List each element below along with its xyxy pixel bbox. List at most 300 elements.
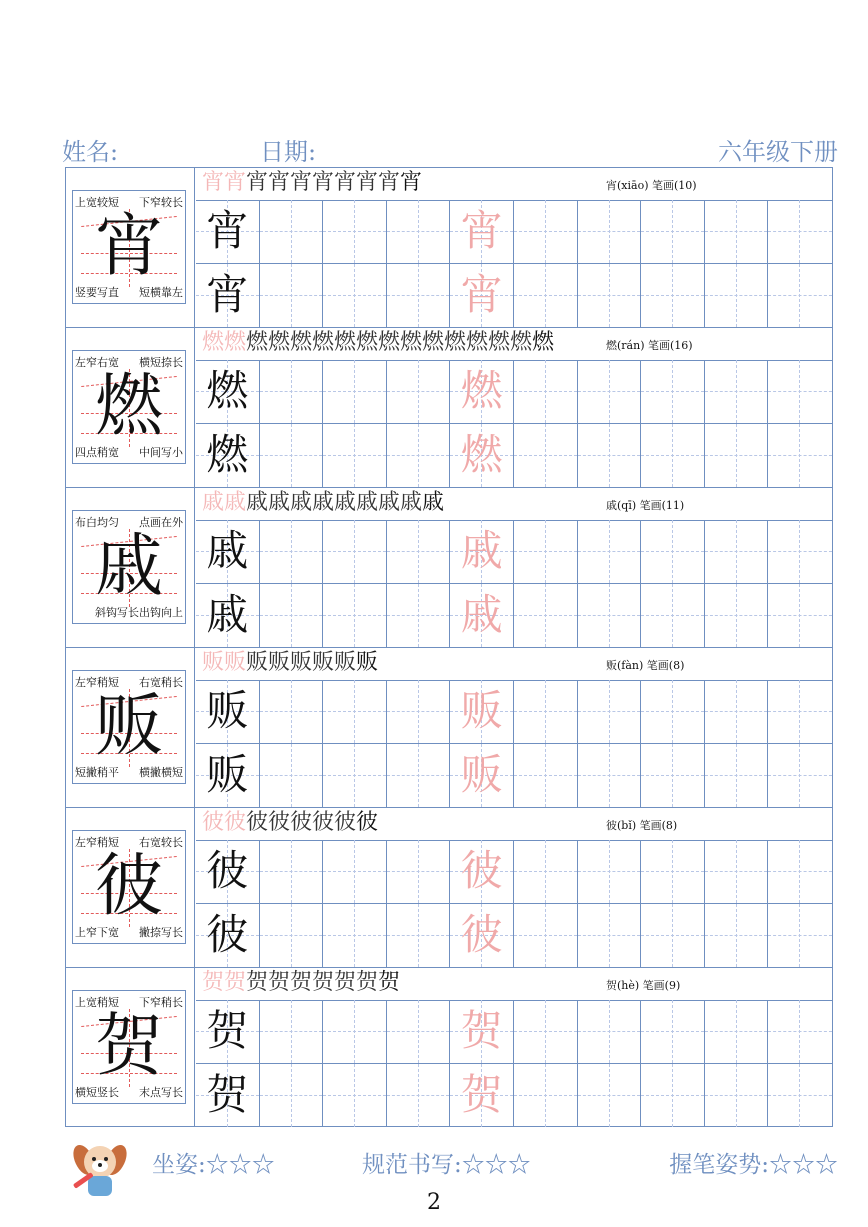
writing-cell[interactable] [387,520,451,583]
writing-cell[interactable] [768,264,832,327]
cell-guide [578,711,641,712]
writing-cell[interactable] [705,360,769,423]
example-character: 戚 [206,590,249,639]
writing-tip: 斜钩写长出钩向上 [95,606,183,619]
writing-cell[interactable] [450,1000,514,1063]
practice-section [66,488,832,648]
writing-tip: 竖要写直 [75,286,119,299]
reference-cell [66,168,195,327]
trace-character: 彼 [460,846,503,895]
cell-guide [641,871,704,872]
writing-cell[interactable] [578,744,642,807]
practice-rows [196,200,832,327]
stroke-step: 宵 [224,170,248,195]
writing-cell[interactable] [260,744,324,807]
writing-tip: 末点写长 [139,1086,183,1099]
cell-guide [323,1031,386,1032]
writing-cell[interactable] [578,840,642,903]
writing-cell[interactable] [323,840,387,903]
example-character: 贺 [206,1006,249,1055]
trace-character: 宵 [460,270,503,319]
writing-cell[interactable] [260,200,324,263]
stroke-step: 燃 [290,330,314,355]
writing-tip: 点画在外 [139,516,183,529]
writing-cell[interactable] [260,520,324,583]
cell-guide [260,231,323,232]
cell-guide [387,455,450,456]
cell-guide [514,615,577,616]
writing-cell[interactable] [705,200,769,263]
writing-cell[interactable] [196,744,260,807]
stroke-steps [202,809,378,837]
writing-cell[interactable] [514,904,578,967]
cell-guide [768,711,832,712]
cell-guide [641,1031,704,1032]
practice-section [66,168,832,328]
cell-guide [514,231,577,232]
cell-guide [387,295,450,296]
writing-tip: 下窄较长 [139,196,183,209]
character-card [72,670,186,784]
trace-character: 宵 [460,206,503,255]
cell-guide [705,455,768,456]
stroke-step: 戚 [246,490,270,515]
reference-cell [66,968,195,1127]
stroke-order-row [196,168,832,201]
stroke-step: 贺 [202,970,226,995]
stroke-steps [202,329,554,357]
writing-cell[interactable] [641,584,705,647]
cell-guide [768,295,832,296]
writing-tip: 右宽较长 [139,836,183,849]
cell-guide [260,775,323,776]
stroke-step: 贺 [378,970,402,995]
cell-guide [705,551,768,552]
practice-grid [65,167,833,1127]
writing-cell[interactable] [260,424,324,487]
writing-cell[interactable] [387,1064,451,1127]
writing-cell[interactable] [578,520,642,583]
writing-cell[interactable] [387,424,451,487]
trace-character: 贺 [460,1006,503,1055]
writing-cell[interactable] [578,584,642,647]
writing-cell[interactable] [514,744,578,807]
cell-guide [705,935,768,936]
stroke-step: 贺 [334,970,358,995]
writing-cell[interactable] [768,680,832,743]
writing-tip: 撇捺写长 [139,926,183,939]
example-character: 宵 [206,206,249,255]
writing-cell[interactable] [260,1000,324,1063]
writing-cell[interactable] [514,200,578,263]
stroke-step: 贩 [268,650,292,675]
writing-cell[interactable] [514,1064,578,1127]
cell-guide [323,391,386,392]
stroke-step: 燃 [312,330,336,355]
cell-guide [323,935,386,936]
stroke-steps [202,489,444,517]
writing-cell[interactable] [641,840,705,903]
stroke-step: 燃 [378,330,402,355]
stroke-step: 燃 [400,330,424,355]
worksheet-header [62,132,838,168]
stroke-step: 彼 [224,810,248,835]
writing-cell[interactable] [450,520,514,583]
cell-guide [578,615,641,616]
cell-guide [514,1031,577,1032]
writing-cell[interactable] [450,360,514,423]
character-card [72,990,186,1104]
cell-guide [514,551,577,552]
trace-character: 贩 [460,750,503,799]
model-character: 贩 [94,687,163,766]
writing-cell[interactable] [323,1064,387,1127]
stroke-step: 彼 [334,810,358,835]
writing-cell[interactable] [641,904,705,967]
pinyin-stroke-count: 戚(qī) 笔画(11) [606,499,685,512]
writing-cell[interactable] [450,744,514,807]
writing-cell[interactable] [768,1000,832,1063]
writing-tip: 左窄右宽 [75,356,119,369]
writing-tip: 横撇横短 [139,766,183,779]
writing-cell[interactable] [323,360,387,423]
example-character: 贩 [206,750,249,799]
sitting-rating: 坐姿:☆☆☆ [152,1152,275,1178]
writing-cell[interactable] [450,264,514,327]
writing-cell[interactable] [450,904,514,967]
stroke-step: 彼 [290,810,314,835]
stroke-step: 宵 [246,170,270,195]
writing-cell[interactable] [260,584,324,647]
cell-guide [641,391,704,392]
stroke-step: 宵 [400,170,424,195]
writing-cell[interactable] [514,520,578,583]
writing-tip: 左窄稍短 [75,836,119,849]
writing-cell[interactable] [768,1064,832,1127]
writing-cell[interactable] [578,200,642,263]
stroke-step: 燃 [510,330,534,355]
practice-row [196,424,832,487]
cell-guide [323,871,386,872]
stroke-step: 燃 [422,330,446,355]
cell-guide [323,1095,386,1096]
stroke-step: 燃 [488,330,512,355]
practice-section [66,328,832,488]
writing-cell[interactable] [768,424,832,487]
stroke-step: 贩 [224,650,248,675]
stroke-step: 彼 [356,810,380,835]
writing-cell[interactable] [641,264,705,327]
stroke-step: 贺 [356,970,380,995]
footer-ratings [62,1146,838,1182]
stroke-step: 彼 [202,810,226,835]
writing-cell[interactable] [387,744,451,807]
cell-guide [260,1095,323,1096]
stroke-step: 贩 [334,650,358,675]
writing-cell[interactable] [578,904,642,967]
writing-cell[interactable] [450,840,514,903]
stroke-step: 贩 [246,650,270,675]
practice-row [196,1000,832,1064]
model-character: 宵 [94,207,163,286]
stroke-step: 戚 [202,490,226,515]
trace-character: 燃 [460,430,503,479]
writing-cell[interactable] [641,360,705,423]
model-character: 贺 [94,1007,163,1086]
cell-guide [260,935,323,936]
writing-cell[interactable] [514,264,578,327]
model-character: 戚 [94,527,163,606]
cell-guide [387,615,450,616]
practice-row [196,744,832,807]
writing-cell[interactable] [323,424,387,487]
writing-cell[interactable] [514,840,578,903]
cell-guide [260,1031,323,1032]
stroke-step: 燃 [466,330,490,355]
cell-guide [387,711,450,712]
writing-cell[interactable] [641,200,705,263]
writing-cell[interactable] [260,1064,324,1127]
reference-cell [66,648,195,807]
character-card [72,350,186,464]
stroke-steps [202,649,378,677]
stroke-step: 燃 [268,330,292,355]
writing-tip: 下窄稍长 [139,996,183,1009]
stroke-step: 戚 [312,490,336,515]
cell-guide [387,391,450,392]
writing-cell[interactable] [578,264,642,327]
writing-cell[interactable] [196,424,260,487]
cell-guide [705,615,768,616]
practice-rows [196,360,832,487]
trace-character: 戚 [460,526,503,575]
stroke-step: 燃 [334,330,358,355]
writing-cell[interactable] [323,1000,387,1063]
writing-cell[interactable] [196,520,260,583]
stroke-step: 燃 [532,330,556,355]
writing-cell[interactable] [578,1000,642,1063]
writing-cell[interactable] [196,680,260,743]
cell-guide [260,871,323,872]
writing-cell[interactable] [705,1064,769,1127]
writing-tip: 四点稍宽 [75,446,119,459]
writing-tip: 中间写小 [139,446,183,459]
writing-cell[interactable] [705,520,769,583]
stroke-step: 宵 [334,170,358,195]
cell-guide [641,615,704,616]
writing-cell[interactable] [196,360,260,423]
writing-cell[interactable] [260,840,324,903]
writing-cell[interactable] [768,200,832,263]
writing-cell[interactable] [450,424,514,487]
model-character: 燃 [94,367,163,446]
writing-cell[interactable] [387,264,451,327]
cell-guide [514,711,577,712]
cell-guide [514,295,577,296]
writing-cell[interactable] [323,520,387,583]
writing-cell[interactable] [768,904,832,967]
cell-guide [705,775,768,776]
writing-tip: 横短捺长 [139,356,183,369]
cell-guide [514,935,577,936]
writing-cell[interactable] [514,584,578,647]
cell-guide [387,1031,450,1032]
writing-cell[interactable] [387,200,451,263]
stroke-step: 宵 [290,170,314,195]
writing-cell[interactable] [641,1000,705,1063]
character-card [72,190,186,304]
stroke-step: 彼 [312,810,336,835]
cell-guide [768,615,832,616]
writing-cell[interactable] [578,1064,642,1127]
stroke-step: 贺 [268,970,292,995]
writing-cell[interactable] [450,200,514,263]
practice-row [196,1064,832,1127]
writing-cell[interactable] [578,680,642,743]
cell-guide [260,295,323,296]
writing-cell[interactable] [450,1064,514,1127]
cell-guide [768,231,832,232]
cell-guide [705,1031,768,1032]
writing-cell[interactable] [578,360,642,423]
pinyin-stroke-count: 贺(hè) 笔画(9) [606,979,681,992]
writing-cell[interactable] [641,680,705,743]
cell-guide [768,775,832,776]
writing-cell[interactable] [323,200,387,263]
writing-cell[interactable] [768,840,832,903]
cell-guide [705,231,768,232]
stroke-step: 贩 [356,650,380,675]
writing-cell[interactable] [514,360,578,423]
writing-cell[interactable] [705,584,769,647]
writing-cell[interactable] [768,584,832,647]
practice-row [196,584,832,647]
practice-row [196,904,832,967]
writing-cell[interactable] [260,680,324,743]
stroke-step: 贺 [224,970,248,995]
writing-cell[interactable] [387,1000,451,1063]
stroke-step: 贩 [312,650,336,675]
writing-cell[interactable] [514,424,578,487]
practice-section [66,648,832,808]
practice-row [196,200,832,264]
writing-cell[interactable] [387,360,451,423]
cell-guide [641,455,704,456]
stroke-steps [202,169,422,197]
writing-cell[interactable] [768,360,832,423]
example-character: 贩 [206,686,249,735]
cell-guide [641,711,704,712]
writing-cell[interactable] [260,264,324,327]
writing-cell[interactable] [578,424,642,487]
writing-cell[interactable] [450,584,514,647]
writing-cell[interactable] [705,424,769,487]
writing-cell[interactable] [705,264,769,327]
writing-cell[interactable] [768,744,832,807]
writing-tip: 短撇稍平 [75,766,119,779]
stroke-step: 贺 [246,970,270,995]
cell-guide [260,455,323,456]
writing-cell[interactable] [387,584,451,647]
reference-cell [66,328,195,487]
writing-cell[interactable] [260,360,324,423]
cell-guide [768,455,832,456]
writing-cell[interactable] [323,744,387,807]
writing-cell[interactable] [514,680,578,743]
cell-guide [578,935,641,936]
writing-cell[interactable] [705,744,769,807]
writing-cell[interactable] [450,680,514,743]
page-number: 2 [427,1190,441,1215]
stroke-order-row [196,808,832,841]
writing-cell[interactable] [641,744,705,807]
writing-cell[interactable] [641,424,705,487]
cell-guide [514,391,577,392]
writing-cell[interactable] [387,680,451,743]
writing-cell[interactable] [323,264,387,327]
writing-tip: 上窄下宽 [75,926,119,939]
writing-cell[interactable] [323,680,387,743]
writing-cell[interactable] [641,1064,705,1127]
grade-label: 六年级下册 [718,138,838,166]
stroke-step: 宵 [202,170,226,195]
cell-guide [387,935,450,936]
cell-guide [641,775,704,776]
writing-cell[interactable] [323,584,387,647]
writing-cell[interactable] [705,840,769,903]
writing-cell[interactable] [196,200,260,263]
cell-guide [578,551,641,552]
cell-guide [705,1095,768,1096]
writing-cell[interactable] [768,520,832,583]
cell-guide [387,871,450,872]
writing-cell[interactable] [260,904,324,967]
writing-cell[interactable] [387,904,451,967]
cell-guide [323,295,386,296]
writing-cell[interactable] [323,904,387,967]
cell-guide [323,711,386,712]
writing-cell[interactable] [196,840,260,903]
practice-rows [196,680,832,807]
stroke-steps [202,969,400,997]
writing-cell[interactable] [514,1000,578,1063]
writing-cell[interactable] [705,1000,769,1063]
stroke-order-row [196,968,832,1001]
cell-guide [323,455,386,456]
cell-guide [705,871,768,872]
cell-guide [260,615,323,616]
writing-cell[interactable] [196,904,260,967]
writing-cell[interactable] [196,1000,260,1063]
stroke-step: 燃 [246,330,270,355]
writing-cell[interactable] [641,520,705,583]
stroke-step: 贩 [202,650,226,675]
cell-guide [768,551,832,552]
writing-cell[interactable] [705,904,769,967]
writing-cell[interactable] [196,584,260,647]
writing-cell[interactable] [196,1064,260,1127]
cell-guide [578,391,641,392]
writing-cell[interactable] [196,264,260,327]
stroke-step: 戚 [290,490,314,515]
example-character: 燃 [206,430,249,479]
writing-cell[interactable] [705,680,769,743]
example-character: 燃 [206,366,249,415]
trace-character: 彼 [460,910,503,959]
writing-tip: 横短竖长 [75,1086,119,1099]
cell-guide [578,231,641,232]
writing-cell[interactable] [387,840,451,903]
